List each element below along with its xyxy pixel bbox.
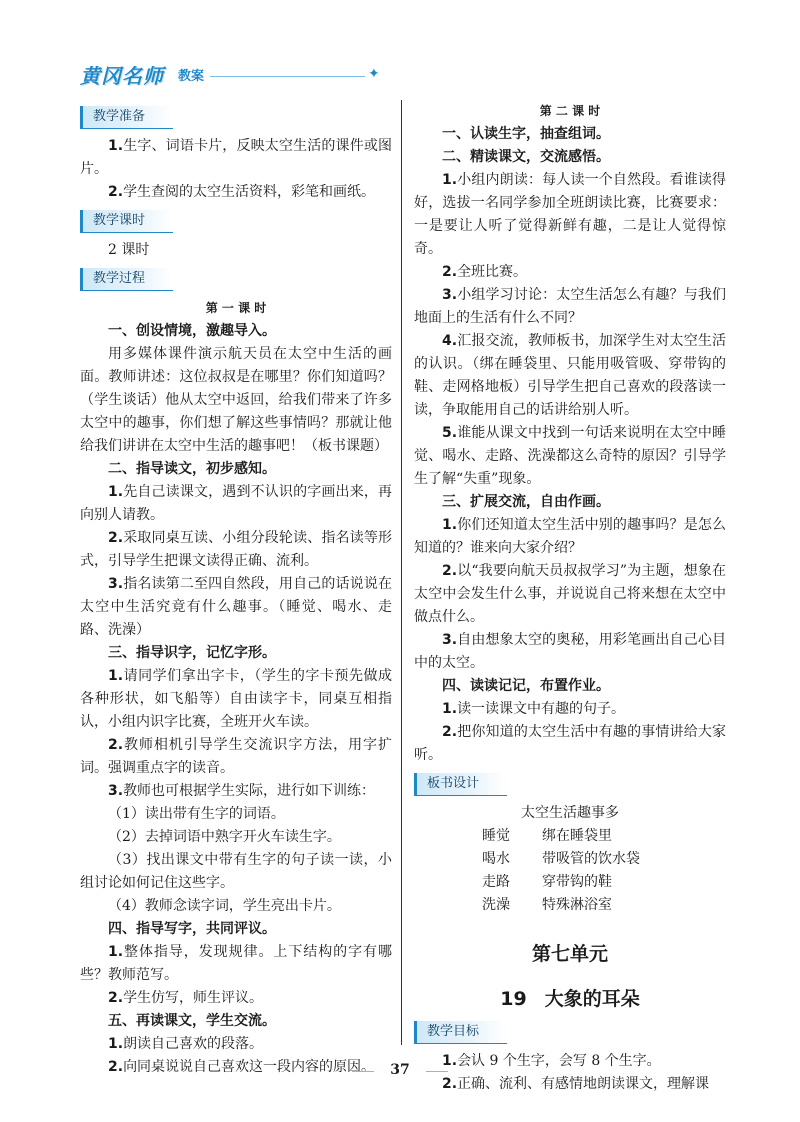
list-item: 4.汇报交流，教师板书，加深学生对太空生活的认识。（绑在睡袋里、只能用吸管吸、穿带钩的鞋、走网格地板）引导学生把自己喜欢的段落读一读，争取能用自己的话讲给别人听。	[414, 333, 726, 418]
unit-title: 第七单元	[531, 943, 608, 965]
section-tag-hours: 教学课时	[80, 210, 173, 233]
lesson-1-title: 第 一 课 时	[205, 301, 267, 315]
list-item: 1.朗读自己喜欢的段落。	[108, 1036, 264, 1052]
list-item: 1.读一读课文中有趣的句子。	[442, 701, 626, 717]
lesson-name: 大象的耳朵	[544, 988, 640, 1010]
step-heading: 一、创设情境，激趣导入。	[108, 323, 276, 339]
list-item: 2.正确、流利、有感情地朗读课文，理解课	[442, 1076, 710, 1092]
board-table	[482, 825, 640, 917]
section-tag-goals: 教学目标	[414, 1021, 507, 1044]
list-item: 2.全班比赛。	[442, 264, 528, 280]
sub-item: （2）去掉词语中熟字开火车读生字。	[108, 829, 341, 845]
section-tag-process: 教学过程	[80, 268, 173, 291]
page-header	[80, 58, 380, 88]
prep-item: 1.生字、词语卡片，反映太空生活的课件或图片。	[80, 138, 392, 177]
list-item: 2.采取同桌互读、小组分段轮读、指名读等形式，引导学生把课文读得正确、流利。	[80, 530, 392, 569]
column-divider	[401, 100, 402, 1045]
page-number: 37	[372, 1062, 428, 1078]
step-heading: 三、扩展交流，自由作画。	[442, 494, 610, 510]
list-item: 1.请同学们拿出字卡，（学生的字卡预先做成各种形状，如飞船等）自由读字卡，同桌互相指认，小组内识字比赛，全班开火车读。	[80, 668, 392, 730]
sub-item: （3）找出课文中带有生字的句子读一读，小组讨论如何记住这些字。	[80, 852, 392, 891]
list-item: 2.教师相机引导学生交流识字方法，用字扩词。强调重点字的读音。	[80, 737, 392, 776]
board-row: 喝水 带吸管的饮水袋	[482, 851, 640, 867]
list-item: 2.以“我要向航天员叔叔学习”为主题，想象在太空中会发生什么事，并说说自己将来想在太空中做点什么。	[414, 563, 726, 625]
sub-item: （4）教师念读字词，学生亮出卡片。	[108, 898, 341, 914]
step-heading: 五、再读课文，学生交流。	[108, 1013, 276, 1029]
star-icon: ✦	[368, 66, 380, 82]
board-row: 睡觉 绑在睡袋里	[482, 828, 612, 844]
list-item: 3.自由想象太空的奥秘，用彩笔画出自己心目中的太空。	[414, 632, 726, 671]
list-item: 2.学生仿写，师生评议。	[108, 990, 264, 1006]
list-item: 1.先自己读课文，遇到不认识的字画出来，再向别人请教。	[80, 484, 392, 523]
step-heading: 二、精读课文，交流感悟。	[442, 149, 610, 165]
list-item: 2.把你知道的太空生活中有趣的事情讲给大家听。	[414, 724, 726, 763]
step-heading: 四、指导写字，共同评议。	[108, 921, 276, 937]
header-subtitle: 教案	[178, 69, 205, 84]
board-title: 太空生活趣事多	[521, 805, 619, 821]
list-item: 1.你们还知道太空生活中别的趣事吗？是怎么知道的？谁来向大家介绍？	[414, 517, 726, 556]
brand-logo: 黄冈名师	[80, 64, 164, 88]
lesson-number: 19	[500, 988, 527, 1010]
lesson-heading	[414, 988, 726, 1011]
board-design	[414, 802, 726, 917]
step-heading: 一、认读生字，抽查组词。	[442, 126, 610, 142]
left-column	[80, 100, 392, 1079]
list-item: 1.整体指导，发现规律。上下结构的字有哪些？教师范写。	[80, 944, 392, 983]
list-item: 2.向同桌说说自己喜欢这一段内容的原因。	[108, 1059, 376, 1075]
section-tag-board: 板书设计	[414, 773, 507, 796]
paragraph: 用多媒体课件演示航天员在太空中生活的画面。教师讲述：这位叔叔是在哪里？你们知道吗？（学生谈话）他从太空中返回，给我们带来了许多太空中的趣事，你们想了解这些事情吗？那就让他给我们讲讲在太空中生活的趣事吧！（板书课题）	[80, 346, 392, 454]
section-tag-prep: 教学准备	[80, 106, 173, 129]
list-item: 1.小组内朗读：每人读一个自然段。看谁读得好，选拔一名同学参加全班朗读比赛，比赛要求：一是要让人听了觉得新鲜有趣，二是让人觉得惊奇。	[414, 172, 726, 257]
list-item: 5.谁能从课文中找到一句话来说明在太空中睡觉、喝水、走路、洗澡都这么奇特的原因？引导学生了解“失重”现象。	[414, 425, 726, 487]
hours-value: 2 课时	[108, 242, 150, 258]
step-heading: 三、指导识字，记忆字形。	[108, 645, 276, 661]
prep-item: 2.学生查阅的太空生活资料，彩笔和画纸。	[108, 184, 376, 200]
right-column	[414, 100, 726, 1096]
list-item: 3.指名读第二至四自然段，用自己的话说说在太空中生活究竟有什么趣事。（睡觉、喝水、走路、洗澡）	[80, 576, 392, 638]
lesson-2-title: 第 二 课 时	[539, 104, 601, 118]
header-rule	[210, 76, 365, 77]
step-heading: 二、指导读文，初步感知。	[108, 461, 276, 477]
list-item: 3.教师也可根据学生实际，进行如下训练：	[108, 783, 376, 799]
step-heading: 四、读读记记，布置作业。	[442, 678, 610, 694]
board-row: 洗澡 特殊淋浴室	[482, 897, 612, 913]
board-row: 走路 穿带钩的鞋	[482, 874, 612, 890]
list-item: 1.会认 9 个生字，会写 8 个生字。	[442, 1053, 661, 1069]
sub-item: （1）读出带有生字的词语。	[108, 806, 285, 822]
list-item: 3.小组学习讨论：太空生活怎么有趣？与我们地面上的生活有什么不同？	[414, 287, 726, 326]
